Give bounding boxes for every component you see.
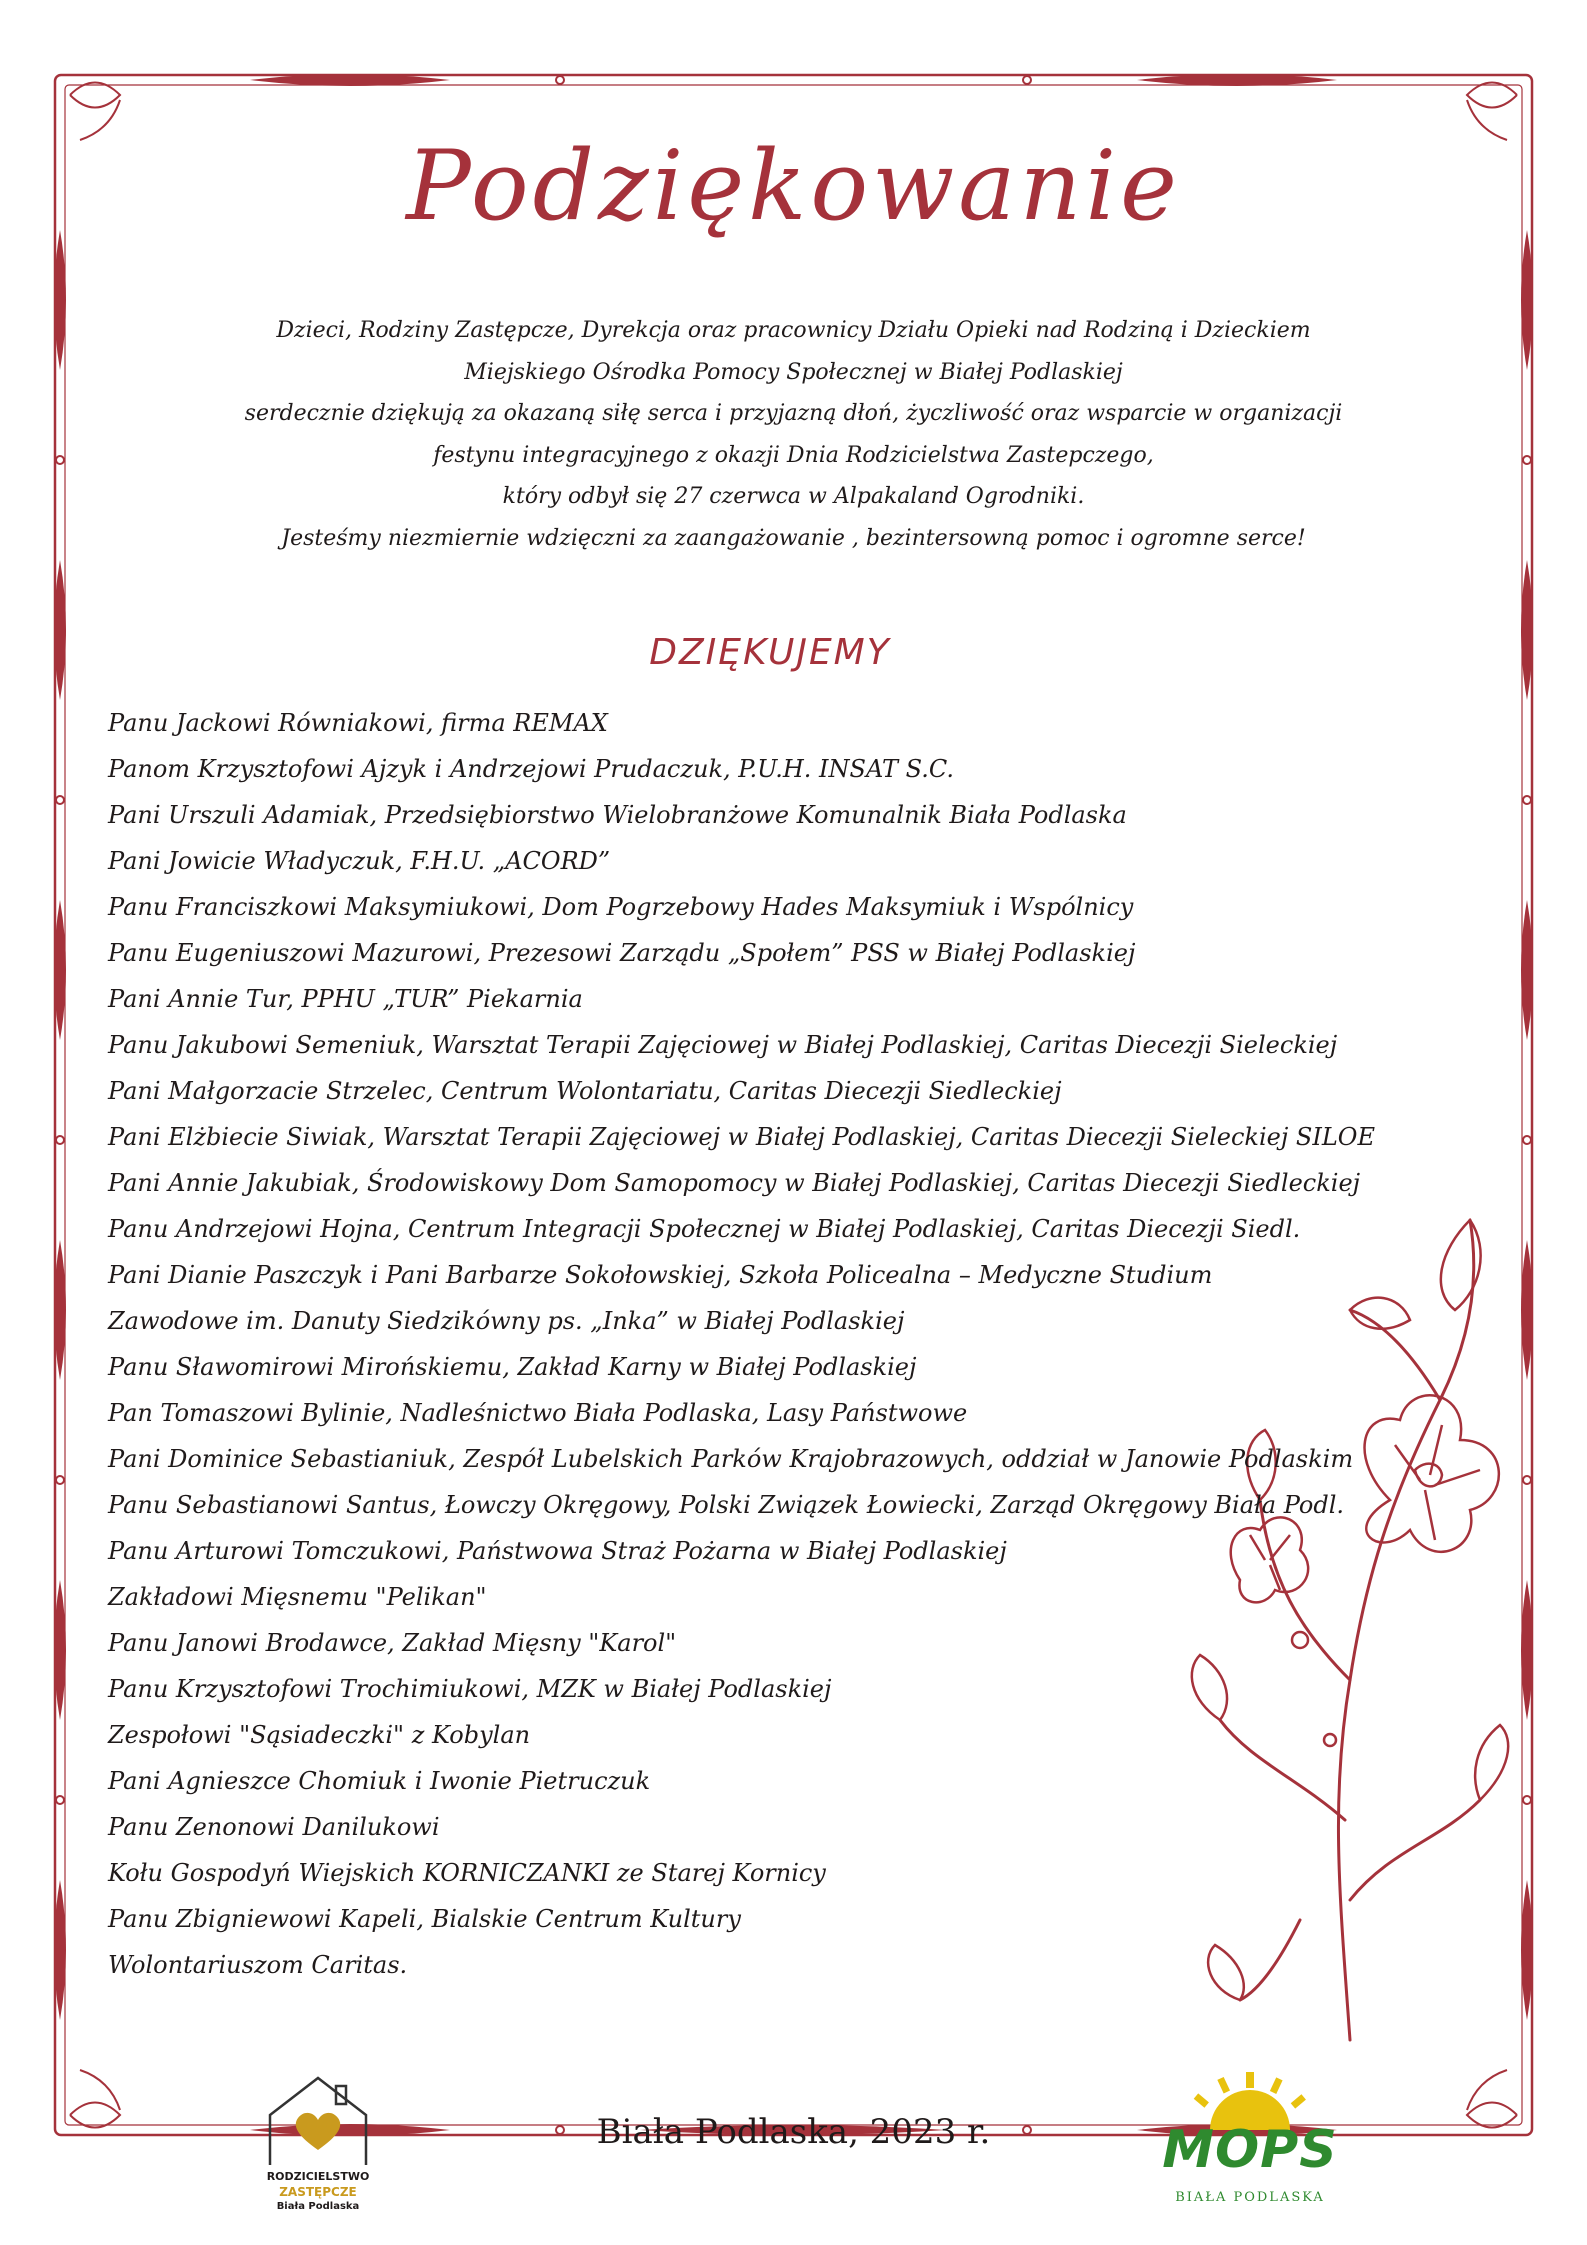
list-item: Pani Agnieszce Chomiuk i Iwonie Pietruczuk — [108, 1767, 651, 1795]
list-item: Panu Andrzejowi Hojna, Centrum Integracji Społecznej w Białej Podlaskiej, Caritas Diecezji Siedl. — [108, 1215, 1301, 1243]
intro-line: Dzieci, Rodziny Zastępcze, Dyrekcja oraz pracownicy Działu Opieki nad Rodziną i Dzieckiem — [276, 318, 1311, 343]
intro-line: Miejskiego Ośrodka Pomocy Społecznej w Białej Podlaskiej — [464, 359, 1123, 385]
logo-line-3: Biała Podlaska — [276, 2201, 360, 2212]
list-item: Panu Franciszkowi Maksymiukowi, Dom Pogrzebowy Hades Maksymiuk i Wspólnicy — [108, 893, 1134, 921]
list-item: Wolontariuszom Caritas. — [108, 1951, 408, 1979]
logo-line-2: ZASTĘPCZE — [279, 2185, 357, 2199]
mops-subtitle: BIAŁA PODLASKA — [1175, 2190, 1325, 2205]
logo-line-1: RODZICIELSTWO — [266, 2170, 370, 2183]
list-item: Panu Jackowi Równiakowi, firma REMAX — [108, 709, 608, 737]
thanks-heading: DZIĘKUJEMY — [649, 632, 891, 673]
list-item: Zakładowi Mięsnemu "Pelikan" — [108, 1583, 487, 1611]
house-heart-icon — [258, 2070, 378, 2170]
intro-line: Jesteśmy niezmiernie wdzięczni za zaangażowanie , bezintersowną pomoc i ogromne serce! — [281, 525, 1306, 551]
list-item: Pan Tomaszowi Bylinie, Nadleśnictwo Biała Podlaska, Lasy Państwowe — [108, 1399, 968, 1427]
intro-line: serdecznie dziękują za okazaną siłę serca i przyjazną dłoń, życzliwość oraz wsparcie w organizacji — [244, 401, 1343, 426]
intro-line: który odbył się 27 czerwca w Alpakaland Ogrodniki. — [502, 484, 1085, 509]
list-item: Pani Dominice Sebastianiuk, Zespół Lubelskich Parków Krajobrazowych, oddział w Janowie Podlaskim — [108, 1445, 1354, 1473]
list-item: Kołu Gospodyń Wiejskich KORNICZANKI ze Starej Kornicy — [108, 1859, 826, 1887]
list-item: Zespołowi "Sąsiadeczki" z Kobylan — [108, 1721, 531, 1749]
list-item: Panu Zbigniewowi Kapeli, Bialskie Centrum Kultury — [108, 1905, 741, 1933]
mops-logo — [1150, 2070, 1350, 2220]
list-item: Pani Dianie Paszczyk i Pani Barbarze Sokołowskiej, Szkoła Policealna – Medyczne Studium — [108, 1261, 1213, 1289]
list-item: Pani Jowicie Władyczuk, F.H.U. „ACORD” — [108, 847, 611, 875]
place-and-date: Biała Podlaska, 2023 r. — [596, 2112, 991, 2152]
list-item: Panu Eugeniuszowi Mazurowi, Prezesowi Zarządu „Społem” PSS w Białej Podlaskiej — [108, 939, 1136, 967]
list-item: Panu Sławomirowi Mirońskiemu, Zakład Karny w Białej Podlaskiej — [108, 1353, 917, 1381]
rodzicielstwo-zastepcze-logo — [258, 2070, 378, 2235]
intro-paragraph — [120, 310, 1467, 559]
list-item: Panom Krzysztofowi Ajzyk i Andrzejowi Prudaczuk, P.U.H. INSAT S.C. — [108, 755, 954, 783]
list-item: Zawodowe im. Danuty Siedzikówny ps. „Inka” w Białej Podlaskiej — [108, 1307, 905, 1335]
list-item: Pani Urszuli Adamiak, Przedsiębiorstwo Wielobranżowe Komunalnik Biała Podlaska — [108, 801, 1127, 829]
page-title: Podziękowanie — [406, 130, 1181, 242]
list-item: Panu Zenonowi Danilukowi — [108, 1813, 440, 1841]
list-item: Panu Arturowi Tomczukowi, Państwowa Straż Pożarna w Białej Podlaskiej — [108, 1537, 1007, 1565]
thanks-list — [108, 700, 1508, 1988]
list-item: Pani Małgorzacie Strzelec, Centrum Wolontariatu, Caritas Diecezji Siedleckiej — [108, 1077, 1062, 1105]
list-item: Pani Elżbiecie Siwiak, Warsztat Terapii Zajęciowej w Białej Podlaskiej, Caritas Diecezji Sieleckiej SILOE — [108, 1123, 1375, 1151]
list-item: Panu Janowi Brodawce, Zakład Mięsny "Karol" — [108, 1629, 677, 1657]
intro-line: festynu integracyjnego z okazji Dnia Rodzicielstwa Zastepczego, — [433, 442, 1154, 468]
mops-name: MOPS — [1162, 2120, 1338, 2180]
list-item: Pani Annie Tur, PPHU „TUR” Piekarnia — [108, 985, 583, 1013]
list-item: Pani Annie Jakubiak, Środowiskowy Dom Samopomocy w Białej Podlaskiej, Caritas Diecezji Siedleckiej — [108, 1169, 1361, 1197]
list-item: Panu Sebastianowi Santus, Łowczy Okręgowy, Polski Związek Łowiecki, Zarząd Okręgowy Biała Podl. — [108, 1491, 1345, 1519]
list-item: Panu Jakubowi Semeniuk, Warsztat Terapii Zajęciowej w Białej Podlaskiej, Caritas Diecezji Sieleckiej — [108, 1031, 1338, 1059]
list-item: Panu Krzysztofowi Trochimiukowi, MZK w Białej Podlaskiej — [108, 1675, 832, 1703]
